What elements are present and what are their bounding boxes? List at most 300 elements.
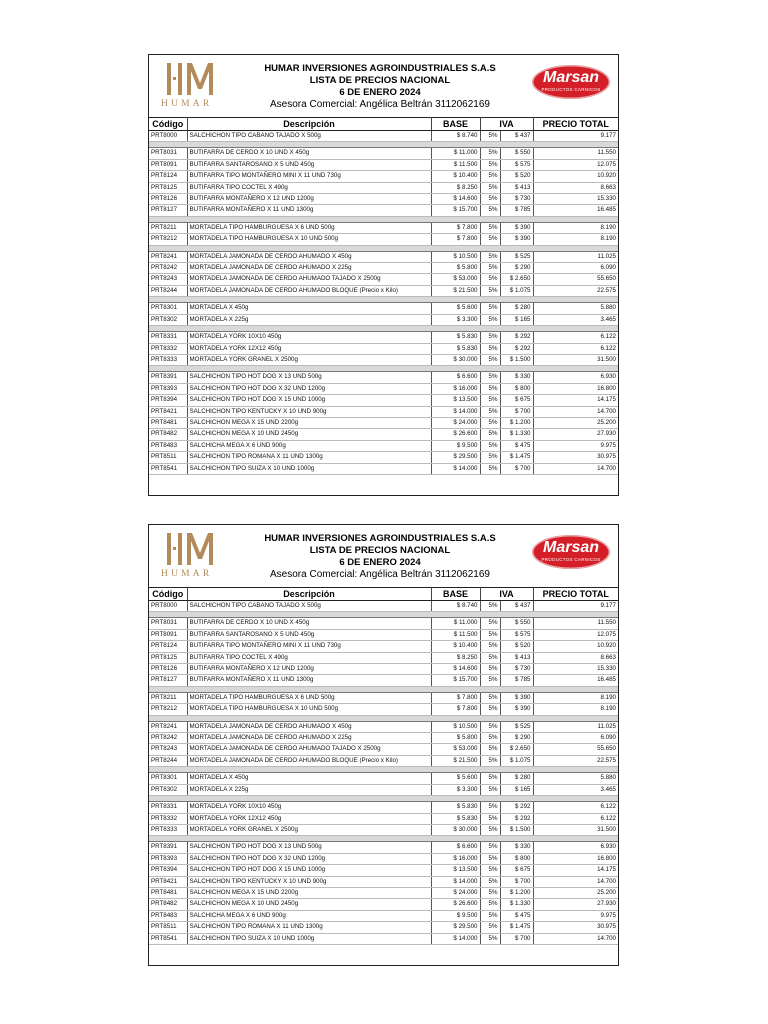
table-row: [149, 194, 618, 205]
cell-total: 9.975: [533, 440, 618, 451]
cell-iva-pct: 5%: [480, 406, 500, 417]
cell-iva-pct: 5%: [480, 131, 500, 142]
cell-code: PRT8482: [149, 899, 187, 910]
col-desc: Descripción: [187, 118, 431, 131]
cell-iva: $ 1.475: [500, 452, 533, 463]
advisor-info: Asesora Comercial: Angélica Beltrán 3112062169: [270, 99, 490, 110]
price-table: [149, 587, 618, 945]
table-row: [149, 813, 618, 824]
cell-base: $ 10.400: [431, 171, 480, 182]
col-total: PRECIO TOTAL: [533, 118, 618, 131]
cell-iva: $ 290: [500, 263, 533, 274]
cell-total: 27.930: [533, 899, 618, 910]
col-iva: IVA: [480, 118, 533, 131]
cell-code: PRT8211: [149, 222, 187, 233]
cell-desc: MORTADELA YORK 10X10 450g: [187, 332, 431, 343]
humar-logo-text: HUMAR: [161, 99, 213, 109]
humar-logo-text: HUMAR: [161, 569, 213, 579]
col-iva: IVA: [480, 588, 533, 601]
cell-iva: $ 1.075: [500, 755, 533, 766]
cell-iva: $ 330: [500, 372, 533, 383]
price-sheet-1: [148, 54, 619, 496]
cell-desc: BUTIFARRA TIPO COCTEL X 490g: [187, 182, 431, 193]
cell-base: $ 9.500: [431, 910, 480, 921]
cell-iva-pct: 5%: [480, 205, 500, 216]
header-titles: [255, 533, 505, 580]
cell-base: $ 3.300: [431, 784, 480, 795]
cell-desc: MORTADELA JAMONADA DE CERDO AHUMADO BLOQUE (Precio x Kilo): [187, 285, 431, 296]
cell-code: PRT8332: [149, 813, 187, 824]
cell-base: $ 3.300: [431, 314, 480, 325]
cell-total: 31.500: [533, 824, 618, 835]
cell-desc: MORTADELA YORK GRANEL X 2500g: [187, 824, 431, 835]
table-row: [149, 406, 618, 417]
cell-desc: MORTADELA YORK 10X10 450g: [187, 802, 431, 813]
price-table: [149, 117, 618, 475]
cell-iva-pct: 5%: [480, 773, 500, 784]
cell-base: $ 15.700: [431, 205, 480, 216]
cell-iva: $ 700: [500, 463, 533, 474]
cell-desc: SALCHICHON TIPO CABANO TAJADO X 500g: [187, 131, 431, 142]
cell-desc: BUTIFARRA MONTAÑERO X 12 UND 1200g: [187, 194, 431, 205]
cell-code: PRT8127: [149, 205, 187, 216]
cell-base: $ 30.000: [431, 824, 480, 835]
cell-iva: $ 330: [500, 842, 533, 853]
table-row: [149, 274, 618, 285]
cell-iva-pct: 5%: [480, 148, 500, 159]
table-row: [149, 641, 618, 652]
cell-code: PRT8000: [149, 131, 187, 142]
cell-total: 10.920: [533, 171, 618, 182]
cell-desc: MORTADELA X 225g: [187, 314, 431, 325]
table-row: [149, 824, 618, 835]
cell-iva-pct: 5%: [480, 171, 500, 182]
cell-iva: $ 800: [500, 853, 533, 864]
table-row: [149, 910, 618, 921]
cell-total: 12.075: [533, 629, 618, 640]
cell-desc: MORTADELA JAMONADA DE CERDO AHUMADO TAJADO X 2500g: [187, 744, 431, 755]
cell-base: $ 24.000: [431, 887, 480, 898]
cell-iva: $ 730: [500, 194, 533, 205]
cell-iva-pct: 5%: [480, 159, 500, 170]
cell-iva-pct: 5%: [480, 744, 500, 755]
col-base: BASE: [431, 588, 480, 601]
cell-code: PRT8244: [149, 755, 187, 766]
cell-iva-pct: 5%: [480, 303, 500, 314]
table-row: [149, 383, 618, 394]
header-titles: [255, 63, 505, 110]
cell-code: PRT8332: [149, 343, 187, 354]
list-title: LISTA DE PRECIOS NACIONAL: [309, 75, 451, 86]
cell-desc: BUTIFARRA TIPO MONTAÑERO MINI X 11 UND 730g: [187, 171, 431, 182]
table-row: [149, 263, 618, 274]
cell-total: 25.200: [533, 417, 618, 428]
cell-desc: MORTADELA X 225g: [187, 784, 431, 795]
cell-iva-pct: 5%: [480, 784, 500, 795]
cell-total: 14.700: [533, 876, 618, 887]
cell-desc: MORTADELA JAMONADA DE CERDO AHUMADO TAJADO X 2500g: [187, 274, 431, 285]
cell-iva-pct: 5%: [480, 429, 500, 440]
sheet-header: [149, 55, 618, 117]
cell-desc: MORTADELA YORK 12X12 450g: [187, 343, 431, 354]
cell-total: 22.575: [533, 755, 618, 766]
cell-code: PRT8301: [149, 303, 187, 314]
cell-iva-pct: 5%: [480, 675, 500, 686]
table-row: [149, 692, 618, 703]
cell-code: PRT8511: [149, 922, 187, 933]
cell-total: 27.930: [533, 429, 618, 440]
cell-total: 12.075: [533, 159, 618, 170]
table-row: [149, 784, 618, 795]
cell-code: PRT8421: [149, 406, 187, 417]
table-body: [149, 131, 618, 475]
cell-code: PRT8511: [149, 452, 187, 463]
cell-iva-pct: 5%: [480, 813, 500, 824]
cell-total: 11.550: [533, 618, 618, 629]
table-row: [149, 343, 618, 354]
cell-code: PRT8212: [149, 234, 187, 245]
cell-code: PRT8000: [149, 601, 187, 612]
cell-desc: SALCHICHON TIPO HOT DOG X 32 UND 1200g: [187, 383, 431, 394]
cell-iva: $ 437: [500, 601, 533, 612]
cell-iva-pct: 5%: [480, 910, 500, 921]
cell-iva: $ 525: [500, 251, 533, 262]
cell-base: $ 5.830: [431, 813, 480, 824]
cell-iva: $ 1.500: [500, 354, 533, 365]
cell-code: PRT8242: [149, 733, 187, 744]
cell-total: 16.485: [533, 205, 618, 216]
cell-iva-pct: 5%: [480, 601, 500, 612]
cell-code: PRT8243: [149, 274, 187, 285]
cell-base: $ 10.400: [431, 641, 480, 652]
cell-desc: MORTADELA TIPO HAMBURGUESA X 6 UND 500g: [187, 222, 431, 233]
cell-total: 16.485: [533, 675, 618, 686]
cell-desc: MORTADELA JAMONADA DE CERDO AHUMADO X 450g: [187, 721, 431, 732]
table-row: [149, 222, 618, 233]
cell-iva-pct: 5%: [480, 194, 500, 205]
cell-iva-pct: 5%: [480, 842, 500, 853]
cell-total: 15.330: [533, 194, 618, 205]
table-row: [149, 148, 618, 159]
cell-total: 6.122: [533, 802, 618, 813]
cell-code: PRT8243: [149, 744, 187, 755]
cell-iva-pct: 5%: [480, 887, 500, 898]
cell-desc: BUTIFARRA TIPO MONTAÑERO MINI X 11 UND 730g: [187, 641, 431, 652]
cell-iva: $ 475: [500, 910, 533, 921]
cell-desc: SALCHICHON TIPO HOT DOG X 32 UND 1200g: [187, 853, 431, 864]
cell-iva: $ 700: [500, 876, 533, 887]
cell-base: $ 53.000: [431, 744, 480, 755]
cell-total: 14.175: [533, 395, 618, 406]
cell-total: 11.025: [533, 251, 618, 262]
cell-iva: $ 292: [500, 332, 533, 343]
cell-code: PRT8125: [149, 182, 187, 193]
cell-code: PRT8331: [149, 332, 187, 343]
table-row: [149, 755, 618, 766]
cell-iva: $ 550: [500, 148, 533, 159]
cell-iva: $ 165: [500, 314, 533, 325]
cell-total: 55.650: [533, 744, 618, 755]
col-total: PRECIO TOTAL: [533, 588, 618, 601]
cell-iva: $ 280: [500, 303, 533, 314]
table-row: [149, 922, 618, 933]
cell-desc: MORTADELA JAMONADA DE CERDO AHUMADO X 225g: [187, 733, 431, 744]
table-row: [149, 618, 618, 629]
cell-base: $ 6.600: [431, 842, 480, 853]
table-row: [149, 773, 618, 784]
cell-base: $ 8.250: [431, 182, 480, 193]
table-row: [149, 171, 618, 182]
cell-total: 3.465: [533, 314, 618, 325]
cell-base: $ 14.600: [431, 664, 480, 675]
cell-desc: SALCHICHON TIPO SUIZA X 10 UND 1000g: [187, 933, 431, 944]
cell-iva: $ 475: [500, 440, 533, 451]
table-row: [149, 159, 618, 170]
cell-base: $ 14.000: [431, 406, 480, 417]
table-row: [149, 629, 618, 640]
cell-iva-pct: 5%: [480, 395, 500, 406]
cell-code: PRT8483: [149, 440, 187, 451]
cell-iva: $ 1.475: [500, 922, 533, 933]
cell-base: $ 7.800: [431, 234, 480, 245]
cell-total: 8.190: [533, 704, 618, 715]
cell-iva: $ 390: [500, 234, 533, 245]
cell-base: $ 5.800: [431, 263, 480, 274]
cell-iva: $ 1.330: [500, 429, 533, 440]
cell-desc: MORTADELA YORK GRANEL X 2500g: [187, 354, 431, 365]
cell-iva-pct: 5%: [480, 222, 500, 233]
cell-iva: $ 575: [500, 159, 533, 170]
cell-total: 6.090: [533, 263, 618, 274]
cell-desc: SALCHICHON TIPO KENTUCKY X 10 UND 900g: [187, 876, 431, 887]
humar-logo-icon: [163, 59, 223, 99]
cell-iva-pct: 5%: [480, 440, 500, 451]
table-row: [149, 675, 618, 686]
cell-total: 6.122: [533, 343, 618, 354]
cell-iva: $ 785: [500, 675, 533, 686]
cell-code: PRT8481: [149, 887, 187, 898]
cell-code: PRT8541: [149, 933, 187, 944]
cell-code: PRT8393: [149, 853, 187, 864]
cell-iva: $ 1.200: [500, 887, 533, 898]
cell-base: $ 11.500: [431, 629, 480, 640]
cell-base: $ 13.500: [431, 395, 480, 406]
cell-iva-pct: 5%: [480, 314, 500, 325]
cell-total: 14.700: [533, 933, 618, 944]
cell-desc: SALCHICHON MEGA X 15 UND 2200g: [187, 887, 431, 898]
table-row: [149, 452, 618, 463]
cell-base: $ 21.500: [431, 755, 480, 766]
table-row: [149, 601, 618, 612]
cell-code: PRT8242: [149, 263, 187, 274]
cell-iva-pct: 5%: [480, 876, 500, 887]
cell-iva: $ 413: [500, 182, 533, 193]
cell-iva-pct: 5%: [480, 263, 500, 274]
cell-base: $ 6.600: [431, 372, 480, 383]
col-code: Código: [149, 118, 187, 131]
cell-iva: $ 437: [500, 131, 533, 142]
cell-desc: SALCHICHON MEGA X 15 UND 2200g: [187, 417, 431, 428]
cell-iva: $ 675: [500, 395, 533, 406]
cell-code: PRT8301: [149, 773, 187, 784]
cell-total: 16.800: [533, 853, 618, 864]
cell-iva-pct: 5%: [480, 182, 500, 193]
cell-code: PRT8302: [149, 314, 187, 325]
marsan-brand: Marsan: [542, 69, 600, 86]
cell-code: PRT8241: [149, 251, 187, 262]
table-row: [149, 251, 618, 262]
cell-code: PRT8394: [149, 395, 187, 406]
cell-desc: BUTIFARRA TIPO COCTEL X 490g: [187, 652, 431, 663]
cell-base: $ 11.000: [431, 618, 480, 629]
cell-code: PRT8126: [149, 664, 187, 675]
cell-total: 9.177: [533, 601, 618, 612]
cell-base: $ 30.000: [431, 354, 480, 365]
cell-code: PRT8125: [149, 652, 187, 663]
cell-code: PRT8482: [149, 429, 187, 440]
cell-total: 8.190: [533, 222, 618, 233]
cell-desc: BUTIFARRA DE CERDO X 10 UND X 450g: [187, 618, 431, 629]
cell-base: $ 5.830: [431, 802, 480, 813]
cell-iva: $ 292: [500, 343, 533, 354]
cell-total: 15.330: [533, 664, 618, 675]
table-row: [149, 417, 618, 428]
cell-desc: MORTADELA X 450g: [187, 303, 431, 314]
cell-desc: MORTADELA TIPO HAMBURGUESA X 10 UND 500g: [187, 704, 431, 715]
cell-desc: BUTIFARRA SANTAROSANO X 5 UND 450g: [187, 629, 431, 640]
cell-total: 25.200: [533, 887, 618, 898]
cell-iva: $ 390: [500, 692, 533, 703]
cell-iva: $ 292: [500, 802, 533, 813]
table-row: [149, 354, 618, 365]
table-body: [149, 601, 618, 945]
cell-code: PRT8031: [149, 148, 187, 159]
cell-iva-pct: 5%: [480, 629, 500, 640]
cell-code: PRT8391: [149, 842, 187, 853]
marsan-sub: PRODUCTOS CARNICOS: [541, 557, 601, 562]
cell-code: PRT8124: [149, 641, 187, 652]
cell-total: 8.663: [533, 182, 618, 193]
cell-code: PRT8421: [149, 876, 187, 887]
cell-iva: $ 520: [500, 171, 533, 182]
table-row: [149, 429, 618, 440]
cell-desc: SALCHICHON MEGA X 10 UND 2450g: [187, 429, 431, 440]
cell-iva: $ 675: [500, 865, 533, 876]
cell-base: $ 7.800: [431, 704, 480, 715]
list-date: 6 DE ENERO 2024: [339, 557, 421, 568]
cell-base: $ 11.500: [431, 159, 480, 170]
advisor-info: Asesora Comercial: Angélica Beltrán 3112062169: [270, 569, 490, 580]
cell-total: 6.930: [533, 842, 618, 853]
cell-iva-pct: 5%: [480, 618, 500, 629]
cell-code: PRT8091: [149, 629, 187, 640]
cell-desc: SALCHICHON TIPO HOT DOG X 13 UND 500g: [187, 372, 431, 383]
marsan-brand: Marsan: [542, 539, 600, 556]
cell-total: 14.700: [533, 406, 618, 417]
cell-desc: SALCHICHON TIPO HOT DOG X 15 UND 1000g: [187, 865, 431, 876]
marsan-logo: [532, 65, 610, 99]
cell-code: PRT8127: [149, 675, 187, 686]
cell-iva: $ 730: [500, 664, 533, 675]
cell-base: $ 5.830: [431, 343, 480, 354]
cell-desc: SALCHICHA MEGA X 6 UND 900g: [187, 910, 431, 921]
cell-base: $ 13.500: [431, 865, 480, 876]
cell-desc: SALCHICHON TIPO CABANO TAJADO X 500g: [187, 601, 431, 612]
sheet-header: [149, 525, 618, 587]
table-row: [149, 664, 618, 675]
cell-iva-pct: 5%: [480, 755, 500, 766]
cell-desc: SALCHICHA MEGA X 6 UND 900g: [187, 440, 431, 451]
cell-iva: $ 520: [500, 641, 533, 652]
cell-base: $ 16.000: [431, 853, 480, 864]
table-row: [149, 842, 618, 853]
cell-code: PRT8244: [149, 285, 187, 296]
cell-iva-pct: 5%: [480, 664, 500, 675]
cell-base: $ 14.600: [431, 194, 480, 205]
cell-iva-pct: 5%: [480, 274, 500, 285]
cell-code: PRT8393: [149, 383, 187, 394]
cell-base: $ 8.740: [431, 131, 480, 142]
table-row: [149, 463, 618, 474]
table-row: [149, 652, 618, 663]
cell-iva: $ 290: [500, 733, 533, 744]
marsan-logo: [532, 535, 610, 569]
table-row: [149, 234, 618, 245]
cell-iva: $ 575: [500, 629, 533, 640]
cell-total: 5.880: [533, 773, 618, 784]
cell-base: $ 16.000: [431, 383, 480, 394]
cell-base: $ 10.500: [431, 721, 480, 732]
table-row: [149, 721, 618, 732]
cell-iva: $ 700: [500, 933, 533, 944]
cell-iva-pct: 5%: [480, 721, 500, 732]
cell-base: $ 8.250: [431, 652, 480, 663]
cell-iva-pct: 5%: [480, 652, 500, 663]
table-row: [149, 332, 618, 343]
cell-total: 31.500: [533, 354, 618, 365]
cell-total: 6.122: [533, 813, 618, 824]
table-header-row: [149, 588, 618, 601]
table-row: [149, 802, 618, 813]
cell-code: PRT8302: [149, 784, 187, 795]
cell-total: 55.650: [533, 274, 618, 285]
cell-base: $ 7.800: [431, 222, 480, 233]
cell-code: PRT8211: [149, 692, 187, 703]
cell-iva-pct: 5%: [480, 372, 500, 383]
cell-base: $ 9.500: [431, 440, 480, 451]
cell-iva-pct: 5%: [480, 692, 500, 703]
cell-iva: $ 525: [500, 721, 533, 732]
company-name: HUMAR INVERSIONES AGROINDUSTRIALES S.A.S: [264, 63, 496, 74]
cell-desc: BUTIFARRA MONTAÑERO X 12 UND 1200g: [187, 664, 431, 675]
cell-iva-pct: 5%: [480, 285, 500, 296]
cell-total: 22.575: [533, 285, 618, 296]
cell-total: 30.975: [533, 452, 618, 463]
humar-logo-icon: [163, 529, 223, 569]
table-row: [149, 372, 618, 383]
table-row: [149, 744, 618, 755]
cell-code: PRT8212: [149, 704, 187, 715]
cell-total: 14.700: [533, 463, 618, 474]
col-base: BASE: [431, 118, 480, 131]
cell-total: 11.025: [533, 721, 618, 732]
cell-code: PRT8541: [149, 463, 187, 474]
cell-total: 9.975: [533, 910, 618, 921]
cell-base: $ 10.500: [431, 251, 480, 262]
cell-desc: MORTADELA YORK 12X12 450g: [187, 813, 431, 824]
cell-code: PRT8481: [149, 417, 187, 428]
cell-desc: MORTADELA TIPO HAMBURGUESA X 6 UND 500g: [187, 692, 431, 703]
